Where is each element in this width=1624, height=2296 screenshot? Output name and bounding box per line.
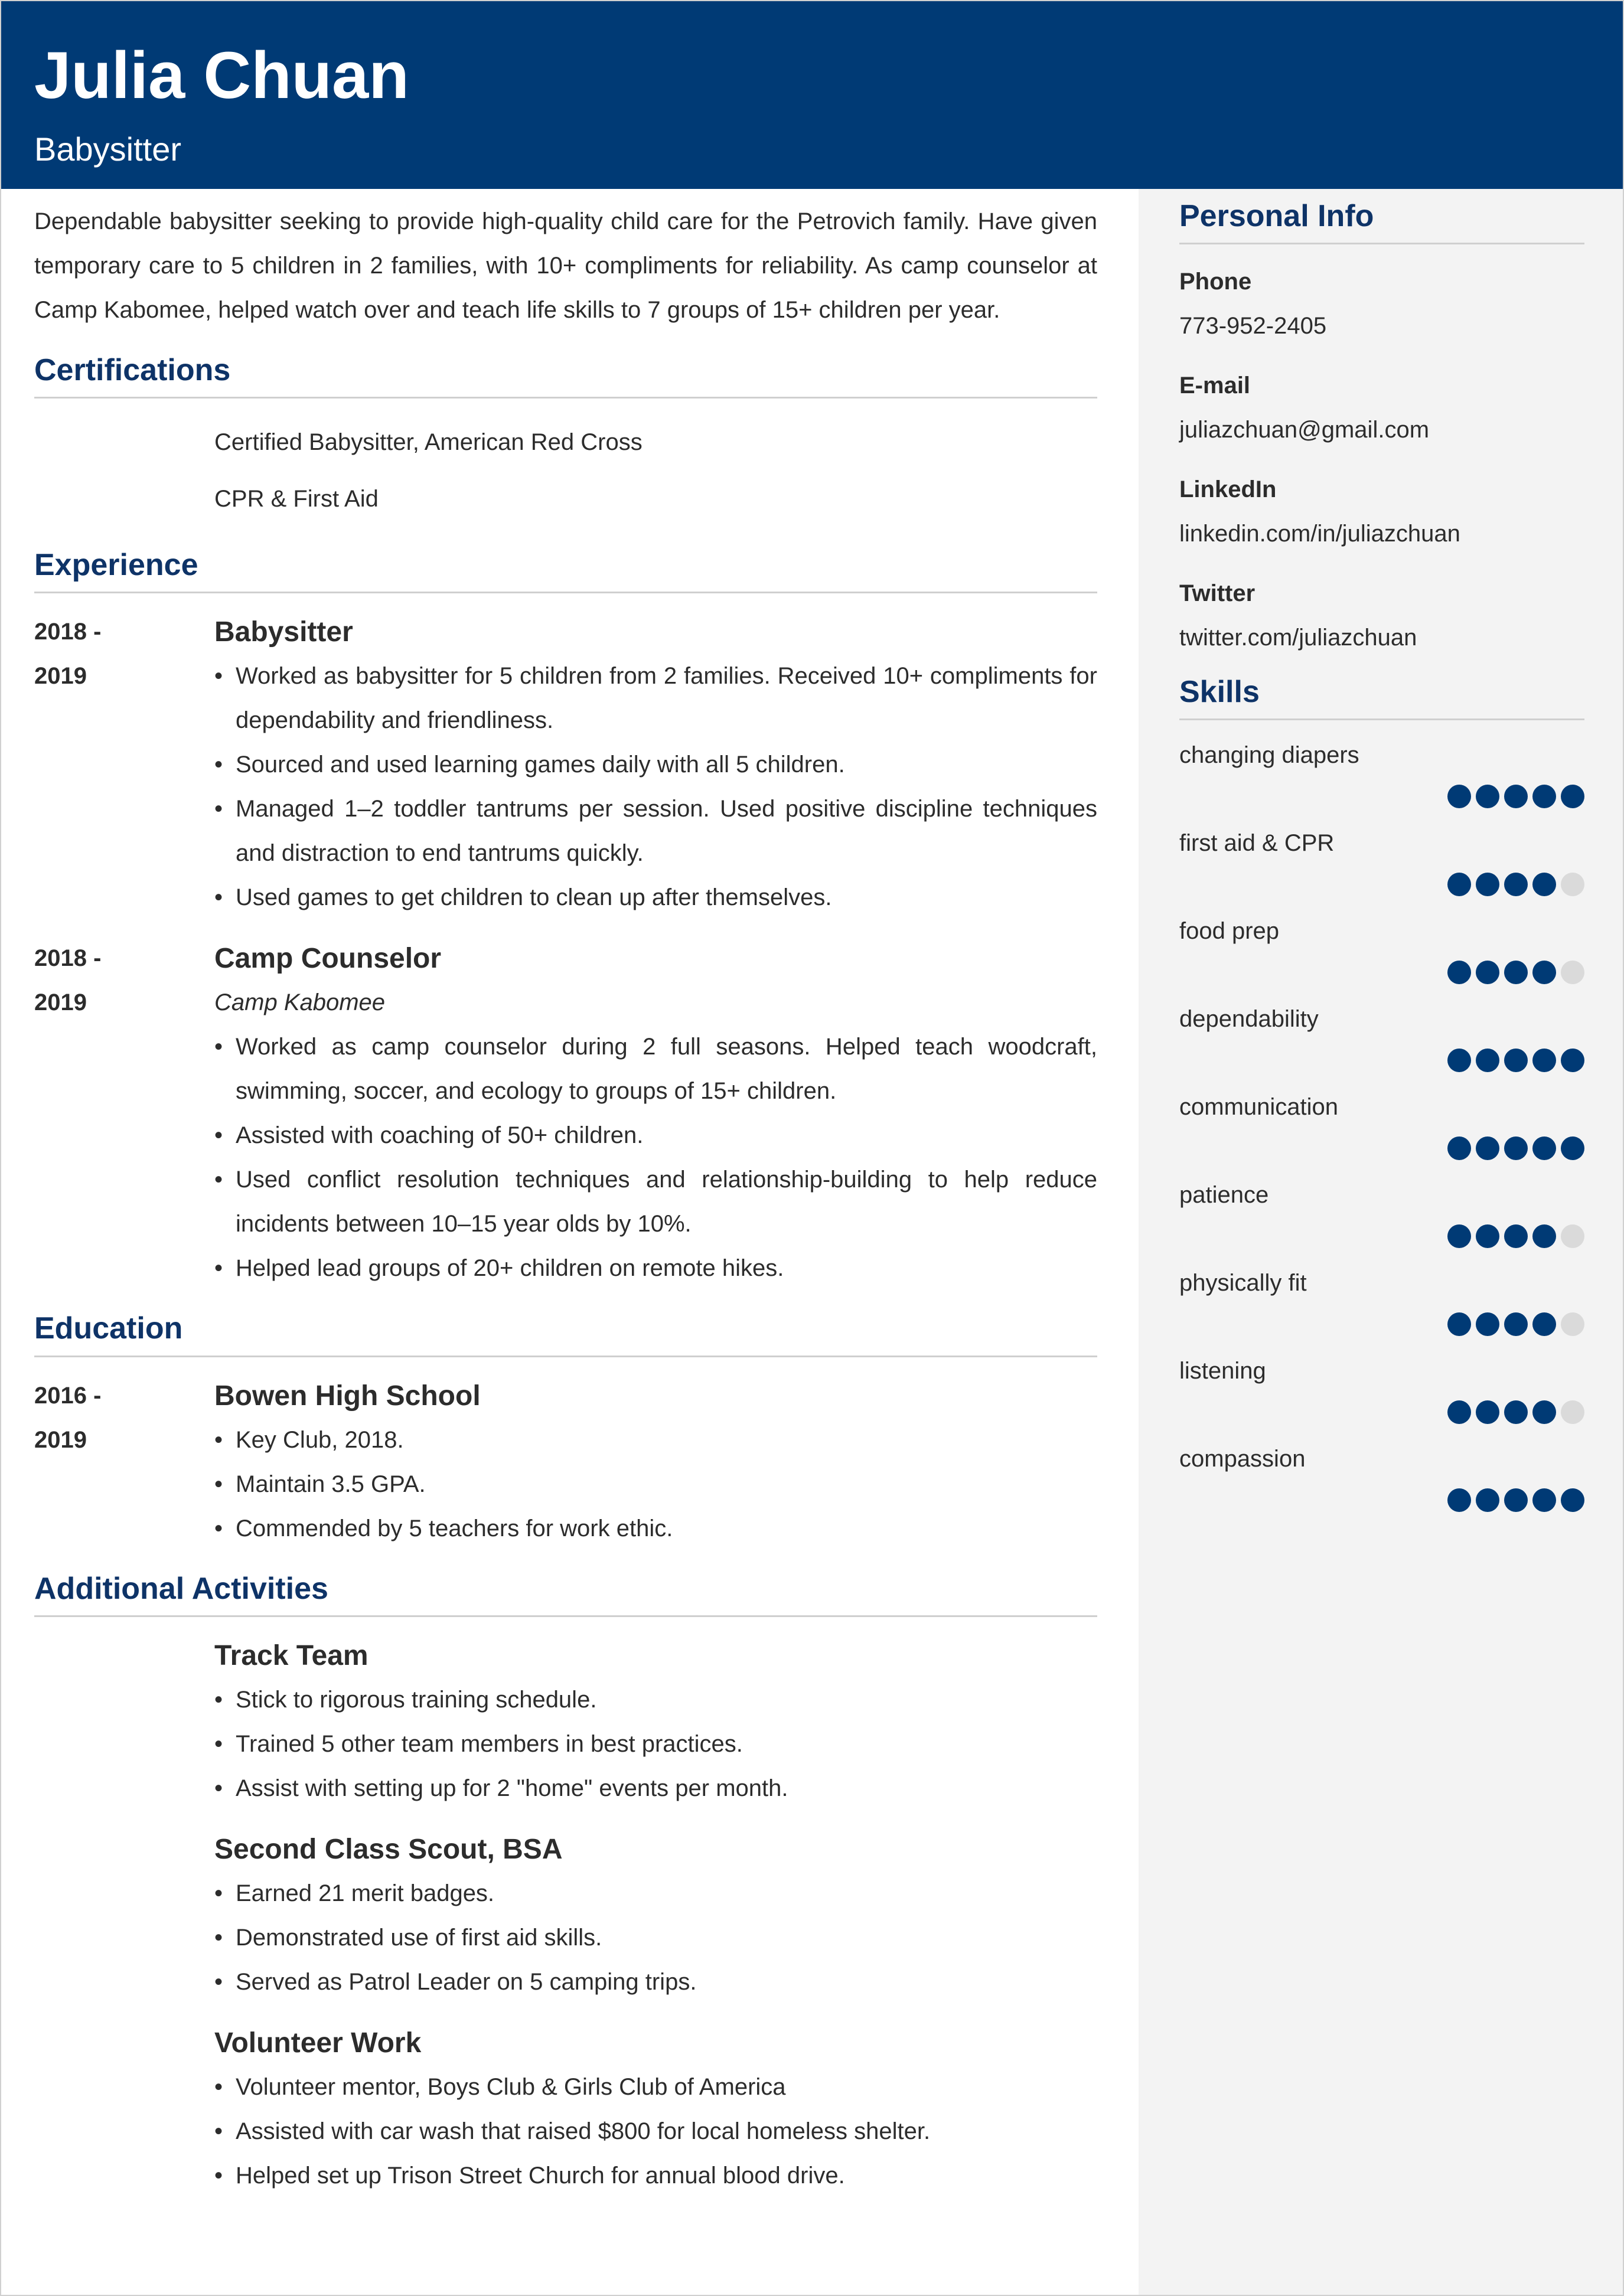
- entry-employer: Camp Kabomee: [214, 989, 386, 1016]
- rating-dot-empty: [1561, 961, 1584, 984]
- entry-title: Camp Counselor: [214, 943, 442, 975]
- skill-name: food prep: [1179, 918, 1280, 945]
- rating-dot-filled: [1504, 1049, 1528, 1072]
- rating-dot-empty: [1561, 1224, 1584, 1248]
- section-heading-activities: Additional Activities: [34, 1572, 1097, 1617]
- rating-dot-filled: [1532, 1488, 1556, 1512]
- rating-dot-empty: [1561, 873, 1584, 896]
- bullet-item: • Helped lead groups of 20+ children on remote hikes.: [214, 1246, 1097, 1291]
- phone-label: Phone: [1179, 269, 1252, 295]
- entry-body: [214, 936, 1097, 1291]
- skill-name: dependability: [1179, 1006, 1319, 1033]
- date-end: 2019: [34, 1426, 87, 1453]
- skill-item: [1179, 997, 1584, 1072]
- phone-value: 773-952-2405: [1179, 313, 1327, 339]
- rating-dot-filled: [1447, 785, 1471, 808]
- skills-section: [1179, 675, 1584, 1512]
- skill-name: listening: [1179, 1358, 1266, 1384]
- skill-name: communication: [1179, 1094, 1339, 1121]
- skill-rating: [1179, 1312, 1584, 1336]
- rating-dot-empty: [1561, 1400, 1584, 1424]
- sidebar-column: [1179, 200, 1584, 1512]
- bullet-item: • Key Club, 2018.: [214, 1418, 1097, 1462]
- date-end: 2019: [34, 663, 87, 690]
- bullet-item: • Sourced and used learning games daily with all 5 children.: [214, 743, 1097, 787]
- entry-body: [214, 610, 1097, 920]
- skill-rating: [1179, 1488, 1584, 1512]
- bullet-item: • Trained 5 other team members in best practices.: [214, 1722, 1097, 1766]
- education-entry: [34, 1374, 1097, 1551]
- rating-dot-filled: [1532, 873, 1556, 896]
- bullet-item: • Worked as camp counselor during 2 full seasons. Helped teach woodcraft, swimming, soccer, and ecology to groups of 15+ children.: [214, 1025, 1097, 1113]
- rating-dot-filled: [1532, 1136, 1556, 1160]
- rating-dot-filled: [1447, 1136, 1471, 1160]
- skill-item: [1179, 909, 1584, 984]
- skill-rating: [1179, 1224, 1584, 1248]
- bullet-item: • Used games to get children to clean up after themselves.: [214, 876, 1097, 920]
- candidate-title: Babysitter: [34, 130, 181, 168]
- rating-dot-filled: [1561, 1136, 1584, 1160]
- resume-header: [1, 1, 1624, 189]
- entry-date: [34, 936, 214, 1291]
- bullet-item: • Assist with setting up for 2 "home" events per month.: [214, 1766, 1097, 1811]
- rating-dot-filled: [1561, 1488, 1584, 1512]
- rating-dot-filled: [1447, 961, 1471, 984]
- rating-dot-filled: [1476, 873, 1499, 896]
- skill-name: physically fit: [1179, 1270, 1307, 1296]
- bullet-item: • Maintain 3.5 GPA.: [214, 1462, 1097, 1507]
- skill-rating: [1179, 785, 1584, 808]
- skill-rating: [1179, 1136, 1584, 1160]
- skill-name: patience: [1179, 1182, 1269, 1209]
- bullet-list: [214, 654, 1097, 920]
- rating-dot-filled: [1504, 1312, 1528, 1336]
- linkedin-value: linkedin.com/in/juliazchuan: [1179, 521, 1460, 547]
- skill-name: changing diapers: [1179, 742, 1359, 769]
- activity-title: Second Class Scout, BSA: [214, 1833, 563, 1865]
- section-heading-personal-info: Personal Info: [1179, 200, 1584, 244]
- rating-dot-filled: [1504, 1224, 1528, 1248]
- experience-entry: [34, 936, 1097, 1291]
- activity-title: Volunteer Work: [214, 2027, 422, 2059]
- bullet-item: • Stick to rigorous training schedule.: [214, 1678, 1097, 1722]
- rating-dot-filled: [1532, 1224, 1556, 1248]
- bullet-item: • Earned 21 merit badges.: [214, 1872, 1097, 1916]
- rating-dot-filled: [1476, 1312, 1499, 1336]
- skill-item: [1179, 1261, 1584, 1336]
- entry-date: [34, 610, 214, 920]
- skill-item: [1179, 1173, 1584, 1248]
- bullet-item: • Commended by 5 teachers for work ethic.: [214, 1507, 1097, 1551]
- rating-dot-filled: [1504, 873, 1528, 896]
- section-heading-experience: Experience: [34, 548, 1097, 593]
- bullet-item: • Assisted with coaching of 50+ children.: [214, 1113, 1097, 1158]
- bullet-list: [214, 2065, 1097, 2198]
- rating-dot-filled: [1532, 961, 1556, 984]
- rating-dot-filled: [1561, 785, 1584, 808]
- rating-dot-filled: [1476, 961, 1499, 984]
- bullet-list: [214, 1872, 1097, 2004]
- skill-item: [1179, 733, 1584, 808]
- bullet-item: • Volunteer mentor, Boys Club & Girls Club of America: [214, 2065, 1097, 2109]
- entry-title: Babysitter: [214, 616, 353, 648]
- bullet-item: • Demonstrated use of first aid skills.: [214, 1916, 1097, 1960]
- skill-item: [1179, 1437, 1584, 1512]
- rating-dot-filled: [1532, 1312, 1556, 1336]
- date-start: 2018 -: [34, 945, 102, 972]
- certifications-list: [34, 414, 1097, 527]
- rating-dot-filled: [1447, 1049, 1471, 1072]
- skill-rating: [1179, 873, 1584, 896]
- bullet-item: • Used conflict resolution techniques and relationship-building to help reduce incidents between 10–15 year olds by 10%.: [214, 1158, 1097, 1246]
- section-heading-certifications: Certifications: [34, 354, 1097, 399]
- rating-dot-filled: [1504, 1488, 1528, 1512]
- bullet-item: • Helped set up Trison Street Church for annual blood drive.: [214, 2154, 1097, 2198]
- rating-dot-filled: [1447, 1312, 1471, 1336]
- skill-item: [1179, 1085, 1584, 1160]
- rating-dot-filled: [1447, 1488, 1471, 1512]
- activities-list: [34, 1634, 1097, 2198]
- certification-item: Certified Babysitter, American Red Cross: [214, 429, 643, 456]
- rating-dot-filled: [1504, 961, 1528, 984]
- skill-name: compassion: [1179, 1446, 1306, 1472]
- rating-dot-filled: [1504, 1136, 1528, 1160]
- experience-entry: [34, 610, 1097, 920]
- entry-body: [214, 1374, 1097, 1551]
- date-start: 2016 -: [34, 1382, 102, 1409]
- bullet-item: • Managed 1–2 toddler tantrums per session. Used positive discipline techniques and distraction to end tantrums quickly.: [214, 787, 1097, 876]
- twitter-label: Twitter: [1179, 580, 1255, 607]
- rating-dot-filled: [1476, 785, 1499, 808]
- rating-dot-filled: [1476, 1136, 1499, 1160]
- activity-title: Track Team: [214, 1639, 369, 1671]
- rating-dot-filled: [1476, 1488, 1499, 1512]
- main-column: [34, 200, 1097, 2198]
- rating-dot-filled: [1504, 1400, 1528, 1424]
- entry-title: Bowen High School: [214, 1380, 481, 1412]
- bullet-list: [214, 1418, 1097, 1551]
- skill-rating: [1179, 1400, 1584, 1424]
- rating-dot-filled: [1447, 873, 1471, 896]
- rating-dot-filled: [1561, 1049, 1584, 1072]
- rating-dot-filled: [1532, 785, 1556, 808]
- rating-dot-filled: [1532, 1400, 1556, 1424]
- bullet-list: [214, 1025, 1097, 1291]
- candidate-name: Julia Chuan: [34, 38, 409, 112]
- skill-item: [1179, 1349, 1584, 1424]
- certification-item: CPR & First Aid: [214, 486, 379, 512]
- rating-dot-empty: [1561, 1312, 1584, 1336]
- twitter-value: twitter.com/juliazchuan: [1179, 625, 1417, 651]
- entry-date: [34, 1374, 214, 1551]
- rating-dot-filled: [1447, 1224, 1471, 1248]
- skill-rating: [1179, 961, 1584, 984]
- date-end: 2019: [34, 989, 87, 1016]
- summary-text: Dependable babysitter seeking to provide high-quality child care for the Petrovich family. Have given temporary care to 5 children in 2 families, with 10+ compliments for reliability. As camp counselor at Camp Kabomee, helped watch over and teach life skills to 7 groups of 15+ children per year.: [34, 208, 1097, 323]
- linkedin-label: LinkedIn: [1179, 476, 1277, 503]
- skill-name: first aid & CPR: [1179, 830, 1335, 857]
- date-start: 2018 -: [34, 619, 102, 645]
- skill-item: [1179, 821, 1584, 896]
- section-heading-education: Education: [34, 1312, 1097, 1357]
- rating-dot-filled: [1447, 1400, 1471, 1424]
- bullet-list: [214, 1678, 1097, 1811]
- skills-list: [1179, 733, 1584, 1512]
- rating-dot-filled: [1476, 1049, 1499, 1072]
- bullet-item: • Assisted with car wash that raised $800 for local homeless shelter.: [214, 2109, 1097, 2154]
- rating-dot-filled: [1504, 785, 1528, 808]
- email-label: E-mail: [1179, 373, 1251, 399]
- rating-dot-filled: [1476, 1400, 1499, 1424]
- email-value: juliazchuan@gmail.com: [1179, 417, 1430, 443]
- bullet-item: • Worked as babysitter for 5 children from 2 families. Received 10+ compliments for dependability and friendliness.: [214, 654, 1097, 743]
- skill-rating: [1179, 1049, 1584, 1072]
- bullet-item: • Served as Patrol Leader on 5 camping trips.: [214, 1960, 1097, 2004]
- section-heading-skills: Skills: [1179, 675, 1584, 720]
- rating-dot-filled: [1532, 1049, 1556, 1072]
- rating-dot-filled: [1476, 1224, 1499, 1248]
